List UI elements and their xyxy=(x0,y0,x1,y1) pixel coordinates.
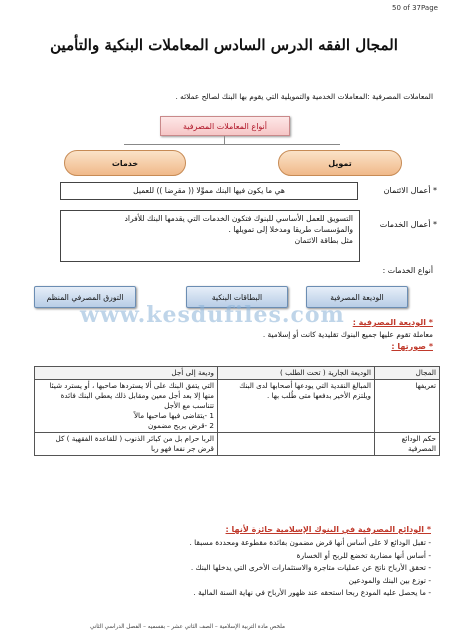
list-item: - تحقق الأرباح ناتج عن عمليات متاجرة والاستثمارات الأخرى التي يدخلها البنك . xyxy=(190,563,431,573)
page-title: المجال الفقه الدرس السادس المعاملات البنكية والتأمين xyxy=(50,36,398,54)
table-cell: حكم الودائع المصرفية xyxy=(375,433,440,456)
deposit-box: الوديعة المصرفية xyxy=(306,286,408,308)
page-number: 50 of 37Page xyxy=(392,4,438,12)
table-cell: المبالغ النقدية التي يودعها أصحابها لدى البنك ويلتزم الأخير بدفعها متى طُلب بها . xyxy=(218,380,375,433)
table-header: الوديعة الجارية ( تحت الطلب ) xyxy=(218,367,375,380)
table-cell xyxy=(35,380,218,433)
services-text-1: التسويق للعمل الأساسي للبنوك فتكون الخدمات التي يقدمها البنك للأفراد xyxy=(124,214,353,223)
table-row xyxy=(35,433,440,456)
deposit-heading: * الوديعة المصرفية : xyxy=(352,318,433,327)
table-header: المجال xyxy=(375,367,440,380)
connector-line xyxy=(224,136,225,144)
table-cell xyxy=(218,433,375,456)
financing-oval: تمويل xyxy=(278,150,402,176)
services-text-2: والمؤسسات طريقا ومدخلا إلى تمويلها . xyxy=(228,225,353,234)
page-footer: ملخص مادة التربية الإسلامية – الصف الثاني عشر – بقسميه – الفصل الدراسي الثاني xyxy=(90,624,285,630)
service-types-label: أنواع الخدمات : xyxy=(382,266,433,275)
list-item: - توزع بين البنك والمودعين xyxy=(348,575,431,585)
table-header-row xyxy=(35,367,440,380)
bullet-list xyxy=(31,524,431,599)
table-row xyxy=(35,380,440,433)
intro-line: المعاملات المصرفية :المعاملات الخدمية والتمويلية التي يقوم بها البنك لصالح عملائه . xyxy=(175,92,433,101)
table-cell: الربا حرام بل من كبائر الذنوب ( للقاعدة الفقهية ) كل قرض جر نفعا فهو ربا xyxy=(35,433,218,456)
islamic-heading: * الودائع المصرفية في البنوك الإسلامية جائزة لأنها : xyxy=(225,525,431,534)
deposit-table xyxy=(34,366,440,456)
services-label: * أعمال الخدمات xyxy=(379,220,437,229)
credit-label: * أعمال الائتمان xyxy=(383,186,437,195)
services-text-3: مثل بطاقة الائتمان xyxy=(294,236,353,245)
services-oval: خدمات xyxy=(64,150,186,176)
forms-heading: * صورتها : xyxy=(391,342,433,351)
credit-box: هي ما يكون فيها البنك مموِّلا (( مقرِضا )) للعميل xyxy=(60,182,358,200)
bank-cards-box: البطاقات البنكية xyxy=(186,286,288,308)
connector-line xyxy=(124,144,340,145)
types-heading-box: أنواع المعاملات المصرفية xyxy=(160,116,290,136)
services-box xyxy=(60,210,360,262)
cell-line: 1 -يتقاضى فيها صاحبها مالاً xyxy=(133,411,214,420)
list-item: - أساس أنها مضاربة تخضع للربح أو الخسارة xyxy=(296,550,431,560)
cell-line: 2 -قرض بربح مضمون xyxy=(148,421,214,430)
list-item: - تقبل الودائع لا على أساس أنها قرض مضمون بفائدة مقطوعة ومحددة مسبقا . xyxy=(189,538,431,548)
cell-line: التي يتفق البنك على ألا يستردها صاحبها ، أو يسترد شيئا منها إلا بعد أجل معين ومقابل ذلك يعطي البنك فائدة تتناسب مع الأجل xyxy=(49,381,214,410)
deposit-desc: معاملة تقوم عليها جميع البنوك تقليدية كانت أو إسلامية . xyxy=(262,330,433,339)
tawarruq-box: التورق المصرفي المنظم xyxy=(34,286,136,308)
list-item: - ما يحصل عليه المودع ربحا استحقه عند ظهور الأرباح في نهاية السنة المالية . xyxy=(193,588,431,598)
watermark: www.kesdufiles.com xyxy=(80,302,345,328)
table-header: وديعة إلى أجل xyxy=(35,367,218,380)
table-cell: تعريفها xyxy=(375,380,440,433)
